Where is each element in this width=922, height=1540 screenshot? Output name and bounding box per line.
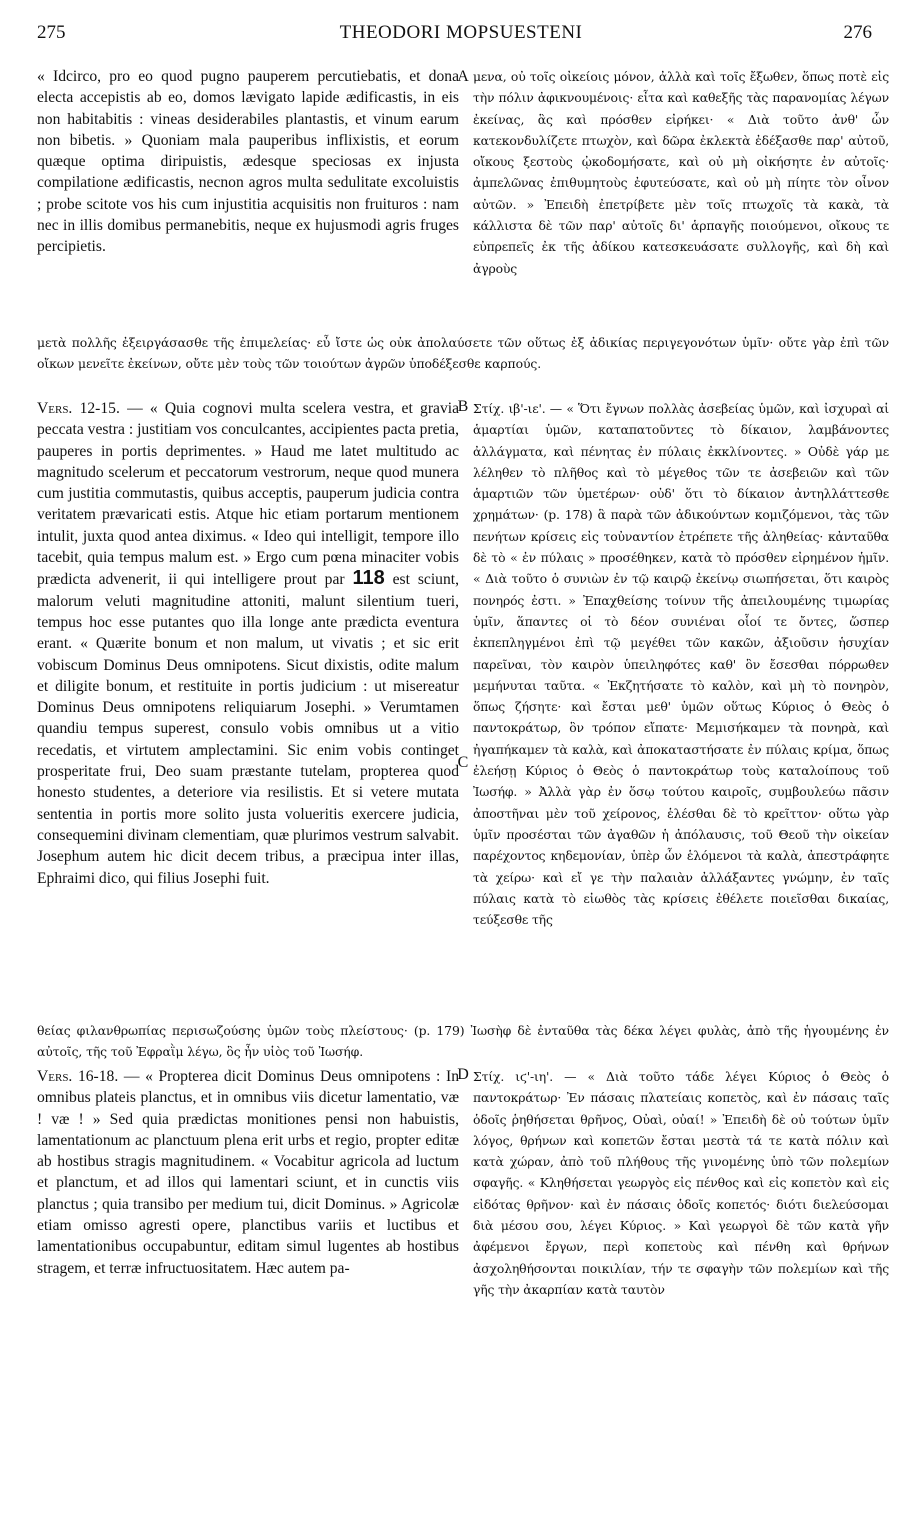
page-number-left: 275: [37, 22, 66, 43]
running-title: THEODORI MOPSUESTENI: [339, 22, 583, 43]
verse-label: Vers. 12-15.: [37, 400, 120, 417]
column-number: 118: [352, 567, 385, 590]
section-2: [37, 398, 889, 1020]
latin-text: est sciunt, malorum veluti magnitudine attoniti, malunt silentium tueri, tempus hoc esse putantes quo illa longe ante prædicta eventura erant. « Quærite bonum et non malum, ut vivatis ; et sic erit vobiscum Dominus Deus omnipotens. Sicut dixistis, odite malum et diligite bonum, et restituite in portis judicium : ut misereatur Dominus Deus omnipotens reliquiarum Josephi. » Verumtamen quandiu tempus superest, consulo vobis omnibus ut a vitio recedatis, et virtutem amplectamini. Sic enim vobis continget prosperitate frui, Deo suam præstante tutelam, propterea quod honesto studentes, a deteriore via resilistis. Et si vetere mutata sententia in portis more solito justa volueritis exercere judicia, consequemini divinam clementiam, quæ plurimos vestrum salvabit. Josephum autem hic dicit decem tribus, a præcipua inter illas, Ephraimi dico, qui filius Josephi fuit.: [37, 571, 459, 887]
greek-paragraph: Στίχ. ιϛ'-ιη'. — « Διὰ τοῦτο τάδε λέγει Κύριος ὁ Θεὸς ὁ παντοκράτωρ· Ἐν πάσαις πλατείαις κοπετὸς, καὶ ἐν πάσαις ταῖς ὁδοῖς ῥηθήσεται θρῆνος, Οὐαὶ, οὐαί! » Ἐπειδὴ δὲ οὐ τούτων ὑμῖν λόγος, θρήνων καὶ κοπετῶν ἔσται μεστὰ τά τε κατὰ πόλιν καὶ κατὰ χώραν, ἀπὸ τοῦ πλήθους τῆς γινομένης ὑπὸ τῶν πολεμίων σφαγῆς. « Κληθήσεται γεωργὸς εἰς πένθος καὶ εἰς κοπετὸν καὶ εἰς εἰδότας θρῆνον· καὶ ἐν πάσαις ὁδοῖς κοπετός· διότι διελεύσομαι διὰ μέσου σου, λέγει Κύριος. » Καὶ γεωργοὶ δὲ τῶν κατὰ γῆν ἀφέμενοι ἔργων, περὶ κοπετοὺς καὶ πένθη καὶ θρήνων ἀσχοληθήσονται ποικιλίαν, τήν τε σφαγὴν τῶν πολεμίων καὶ τῆς γῆς τὴν ἀκαρπίαν κατὰ ταυτὸν: [473, 1069, 889, 1297]
page-header: [0, 22, 922, 54]
section-3: [37, 1066, 889, 1486]
greek-column: [473, 66, 889, 279]
verse-label: Vers. 16-18.: [37, 1068, 119, 1085]
latin-text: — « Propterea dicit Dominus Deus omnipotens : In omnibus plateis planctus, et in omnibus viis dicetur lamentatio, væ ! væ ! » Sed quia prædictas monitiones pensi non habuistis, lamentationum ac planctuum plena erit urbs et regio, propter editæ ab hostibus stragis magnitudinem. « Vocabitur agricola ad luctum et planctum, et ad illos qui lamentari sciunt, et in cunctis viis planctus ; quia transibo per medium tui, dicit Dominus. » Agricolæ etiam omisso agresti opere, planctibus variis et luctibus et lamentationibus occupabuntur, editam simul lugentes ab hostibus stragem, et terræ infructuositatem. Hæc autem pa-: [37, 1068, 459, 1277]
greek-column: [473, 398, 889, 930]
greek-column: [473, 1066, 889, 1300]
full-width-greek-2: [37, 1020, 889, 1063]
latin-column: [37, 1066, 459, 1279]
latin-paragraph: [37, 398, 459, 889]
latin-column: [37, 66, 459, 258]
margin-marker-d: D: [457, 1066, 469, 1083]
greek-paragraph: μενα, οὐ τοῖς οἰκείοις μόνον, ἀλλὰ καὶ τοῖς ἔξωθεν, ὅπως ποτὲ εἰς τὴν πόλιν ἀφικνουμένοις· εἶτα καὶ καθεξῆς τὰς παρανομίας λέγων ἐκείνας, ἃς καὶ πρόσθεν εἰρήκει· « Διὰ τοῦτο ἀνθ' ὧν κατεκονδυλίζετε πτωχὸν, καὶ δῶρα ἐκλεκτὰ ἐδέξασθε παρ' αὐτοῦ, οἴκους ξεστοὺς ᾠκοδομήσατε, καὶ οὐ μὴ οἰκήσητε ἐν αὐτοῖς· ἀμπελῶνας ἐπιθυμητοὺς ἐφυτεύσατε, καὶ οὐ μὴ πίητε τὸν οἶνον αὐτῶν. » Ἐπειδὴ ἐπετρίβετε μὲν τοῖς πτωχοῖς τὰ κακὰ, τὰ κάλλιστα δὲ τῶν παρ' αὐτοῖς δι' ἁρπαγῆς ποιούμενοι, οἴκους τε εὐπρεπεῖς ἐκ τῆς ἀδίκου κατεσκευάσατε συλλογῆς, καὶ δὴ καὶ ἀγροὺς: [473, 69, 889, 276]
greek-paragraph: Στίχ. ιβ'-ιε'. — « Ὅτι ἔγνων πολλὰς ἀσεβείας ὑμῶν, καὶ ἰσχυραὶ αἱ ἁμαρτίαι ὑμῶν, καταπατοῦντες τὸ δίκαιον, λαμβάνοντες ἀλλάγματα, καὶ πένητας ἐν πύλαις ἐκκλίνοντες. » Οὐδὲ γάρ με λέληθεν τὸ πλῆθος καὶ τὸ μέγεθος τῶν τε ἀσεβειῶν καὶ τῶν ἁμαρτιῶν τῶν ὑμετέρων· οὐδ' ὅτι τὸ δίκαιον ἀντηλλάττεσθε χρημάτων· (p. 178) ἃ παρὰ τῶν ἀδικούντων κομιζόμενοι, τὰς τῶν πενήτων κρίσεις εἰς τοὐναντίον ἐτρέπετε τῆς ἀληθείας· κἀνταῦθα δὲ τὸ « ἐν πύλαις » προσέθηκεν, κατὰ τὸ πρόσθεν εἰρημένον ἡμῖν. « Διὰ τοῦτο ὁ συνιὼν ἐν τῷ καιρῷ ἐκείνῳ σιωπήσεται, ὅτι καιρὸς πονηρός ἐστι. » Ἐπαχθείσης τοίνυν τῆς ἀπειλουμένης τιμωρίας ὑμῖν, ἅπαντες οἱ τὸ δέον συνιέναι οἷοί τε ὄντες, ὥσπερ ἐκπεπληγμένοι ἐπὶ τῷ μεγέθει τῶν κακῶν, ἀξιοῦσιν ἡσυχίαν παρεῖναι, τὸν καιρὸν ὑπειληφότες καθ' ὃν ἔσεσθαι πόρρωθεν μεμήνυται ταῦτα. « Ἐκζητήσατε τὸ καλὸν, καὶ μὴ τὸ πονηρὸν, ὅπως ζήσητε· καὶ ἔσται μεθ' ὑμῶν οὕτως Κύριος ὁ Θεὸς ὁ παντοκράτωρ, ὃν τρόπον εἴπατε· Μεμισήκαμεν τὰ πονηρὰ, καὶ ἠγαπήκαμεν τὰ καλὰ, καὶ ἀποκαταστήσατε ἐν πύλαις κρίμα, ὅπως ἐλεήσῃ Κύριος ὁ Θεὸς ὁ παντοκράτωρ τοὺς καταλοίπους τοῦ Ἰωσήφ. » Ἀλλὰ γὰρ ἐν ὅσῳ τούτου καιροῖς, συμβουλεύω πᾶσιν ἀποστῆναι μὲν τοῦ χείρονος, ἑλέσθαι δὲ τὸ κρεῖττον· οὕτω γὰρ ὑμῖν προσέσται τῶν ἀγαθῶν ἡ ἀπόλαυσις, τοῦ Θεοῦ τὴν οἰκείαν παρέχοντος κηδεμονίαν, ὑπὲρ ὧν ἑλόμενοι τὰ καλὰ, ἀπεστράφητε τὰ χείρω· καὶ εἴ γε τὴν παλαιὰν ἀλλάξαντες γνώμην, ἐν ταῖς πύλαις κατὰ τὸ εἰωθὸς τὰς κρίσεις ἐθέλετε ποιεῖσθαι δικαίας, τεύξεσθε τῆς: [473, 401, 889, 928]
margin-marker-a: A: [457, 68, 469, 85]
latin-text: — « Quia cognovi multa scelera vestra, et gravia peccata vestra : justitiam vos conculcantes, accipientes pacta pretia, pauperes in portis deprimentes. » Haud me latet multitudo ac magnitudo scelerum et peccatorum vestrorum, neque quod munera cum justitia commutastis, quibus acceptis, pauperum judicia contra veritatem prævaricati estis. Atque hic etiam portarum mentionem intulit, juxta quod antea diximus. « Ideo qui intelligit, tempore illo tacebit, quia tempus malum est. » Ergo cum pœna minaciter vobis prædicta advenerit, ii qui intelligere prout par: [37, 400, 459, 589]
greek-paragraph: θείας φιλανθρωπίας περισωζούσης ὑμῶν τοὺς πλείστους· (p. 179) Ἰωσὴφ δὲ ἐνταῦθα τὰς δέκα λέγει φυλὰς, ἀπὸ τῆς ἡγουμένης ἐν αὐτοῖς, τῆς τοῦ Ἐφραῒμ λέγω, ὃς ἦν υἱὸς τοῦ Ἰωσήφ.: [37, 1023, 889, 1060]
latin-column: [37, 398, 459, 889]
section-1: [37, 66, 889, 332]
margin-marker-b: B: [457, 398, 469, 415]
latin-paragraph: [37, 1066, 459, 1279]
greek-paragraph: μετὰ πολλῆς ἐξειργάσασθε τῆς ἐπιμελείας· εὖ ἴστε ὡς οὐκ ἀπολαύσετε τῶν οὕτως ἐξ ἀδικίας περιγεγονότων ὑμῖν· οὔτε γὰρ ἐπὶ τῶν οἴκων μενεῖτε ἐκείνων, οὔτε μὲν τοὺς τῶν τοιούτων ἀγρῶν ὑποδέξεσθε καρπούς.: [37, 335, 889, 372]
full-width-greek-1: [37, 332, 889, 375]
page-number-right: 276: [843, 22, 872, 43]
margin-marker-c: C: [457, 754, 469, 771]
latin-paragraph: « Idcirco, pro eo quod pugno pauperem percutiebatis, et dona electa accepistis ab eo, domos lævigato lapide ædificastis, in eis non habitabitis : vineas desiderabiles plantastis, et vinum earum non bibetis. » Quoniam mala pauperibus inflixistis, et eorum quæque optima diripuistis, ædesque speciosas ex injusta compilatione ædificastis, necnon agros multa sedulitate excoluistis ; probe scitote vos his cum injustitia acquisitis non fruituros : nam nec in illis domibus permanebitis, neque ex hujusmodi agris fruges percipietis.: [37, 68, 459, 256]
